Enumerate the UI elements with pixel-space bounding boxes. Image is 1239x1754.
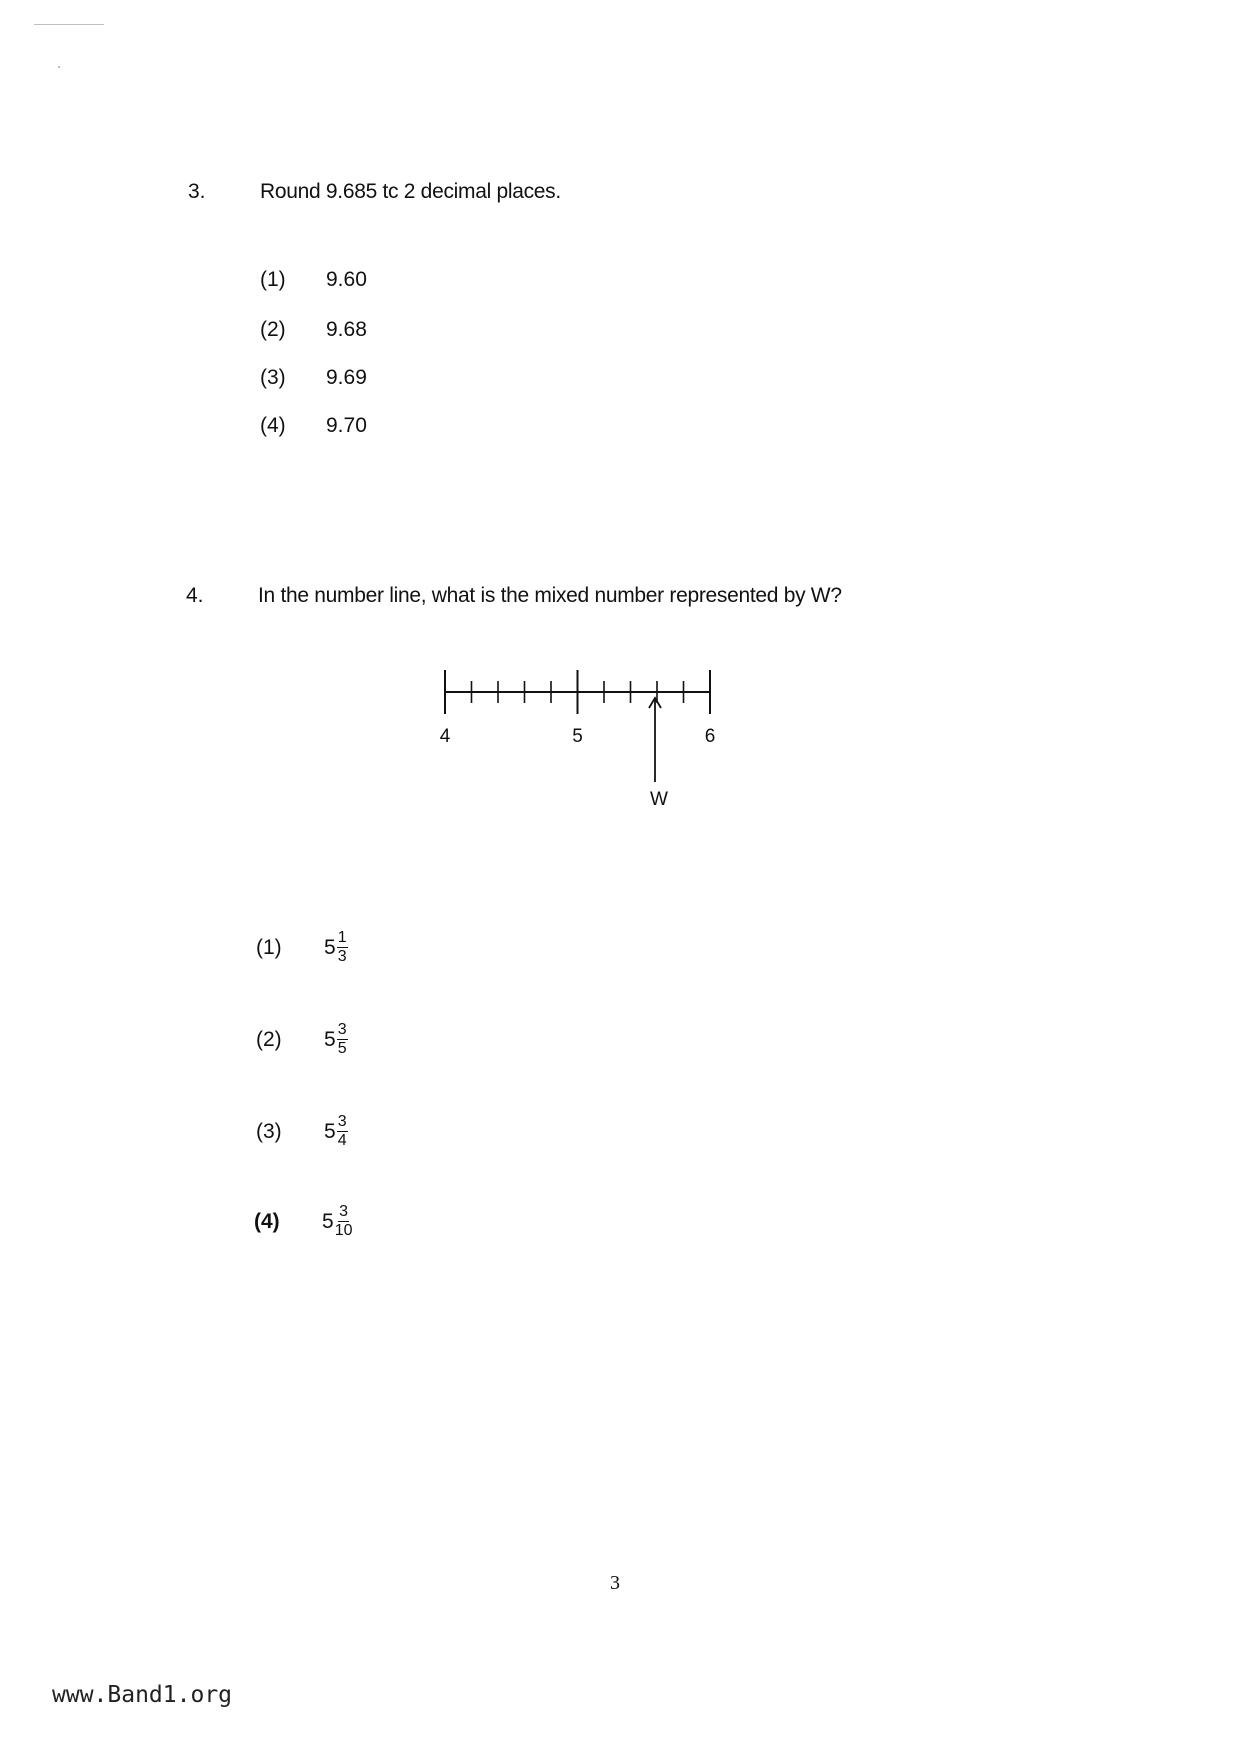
answer-option <box>260 414 367 438</box>
whole-part: 5 <box>324 935 336 959</box>
option-value: 9.69 <box>326 366 367 389</box>
mixed-number <box>324 1114 348 1149</box>
number-line-diagram <box>430 650 750 810</box>
scan-artifact <box>34 24 104 25</box>
option-value: 9.68 <box>326 318 367 341</box>
whole-part: 5 <box>324 1027 336 1051</box>
number-line-label-middle: 5 <box>572 726 583 747</box>
option-label: (1) <box>256 935 282 959</box>
option-value: 9.60 <box>326 268 367 291</box>
fraction <box>335 1204 353 1239</box>
mixed-number <box>324 1022 348 1057</box>
denominator: 4 <box>337 1132 347 1149</box>
answer-option <box>260 268 367 292</box>
footer-url: www.Band1.org <box>52 1682 233 1708</box>
scan-artifact <box>58 66 60 68</box>
fraction <box>337 1114 348 1149</box>
option-label: (1) <box>260 268 286 291</box>
fraction <box>337 1022 348 1057</box>
number-line-ticks <box>445 670 710 714</box>
marker-label-w: W <box>650 789 668 810</box>
answer-option <box>260 366 367 390</box>
numerator: 3 <box>339 1203 349 1220</box>
question-number: 4. <box>186 584 204 607</box>
numerator: 1 <box>337 929 347 946</box>
option-label: (2) <box>260 318 286 341</box>
whole-part: 5 <box>322 1209 334 1233</box>
fraction <box>337 930 348 965</box>
option-label: (4) <box>254 1209 280 1233</box>
marker-arrow <box>649 698 661 782</box>
option-label: (3) <box>260 366 286 389</box>
number-line-label-end: 6 <box>704 726 716 747</box>
denominator: 3 <box>337 948 347 965</box>
option-value: 9.70 <box>326 414 367 437</box>
numerator: 3 <box>337 1021 347 1038</box>
page-number: 3 <box>610 1572 620 1594</box>
option-label: (4) <box>260 414 286 437</box>
answer-option <box>256 930 348 965</box>
answer-option <box>256 1022 348 1057</box>
mixed-number <box>322 1204 352 1239</box>
option-label: (2) <box>256 1027 282 1051</box>
answer-option <box>254 1204 352 1239</box>
whole-part: 5 <box>324 1119 336 1143</box>
question-text: In the number line, what is the mixed number represented by W? <box>258 584 842 607</box>
answer-option <box>256 1114 348 1149</box>
denominator: 5 <box>337 1040 347 1057</box>
numerator: 3 <box>337 1113 347 1130</box>
question-text: Round 9.685 tc 2 decimal places. <box>260 180 561 203</box>
mixed-number <box>324 930 348 965</box>
denominator: 10 <box>334 1222 353 1239</box>
answer-option <box>260 318 367 342</box>
question-number: 3. <box>188 180 206 203</box>
number-line-label-start: 4 <box>439 726 451 747</box>
option-label: (3) <box>256 1119 282 1143</box>
